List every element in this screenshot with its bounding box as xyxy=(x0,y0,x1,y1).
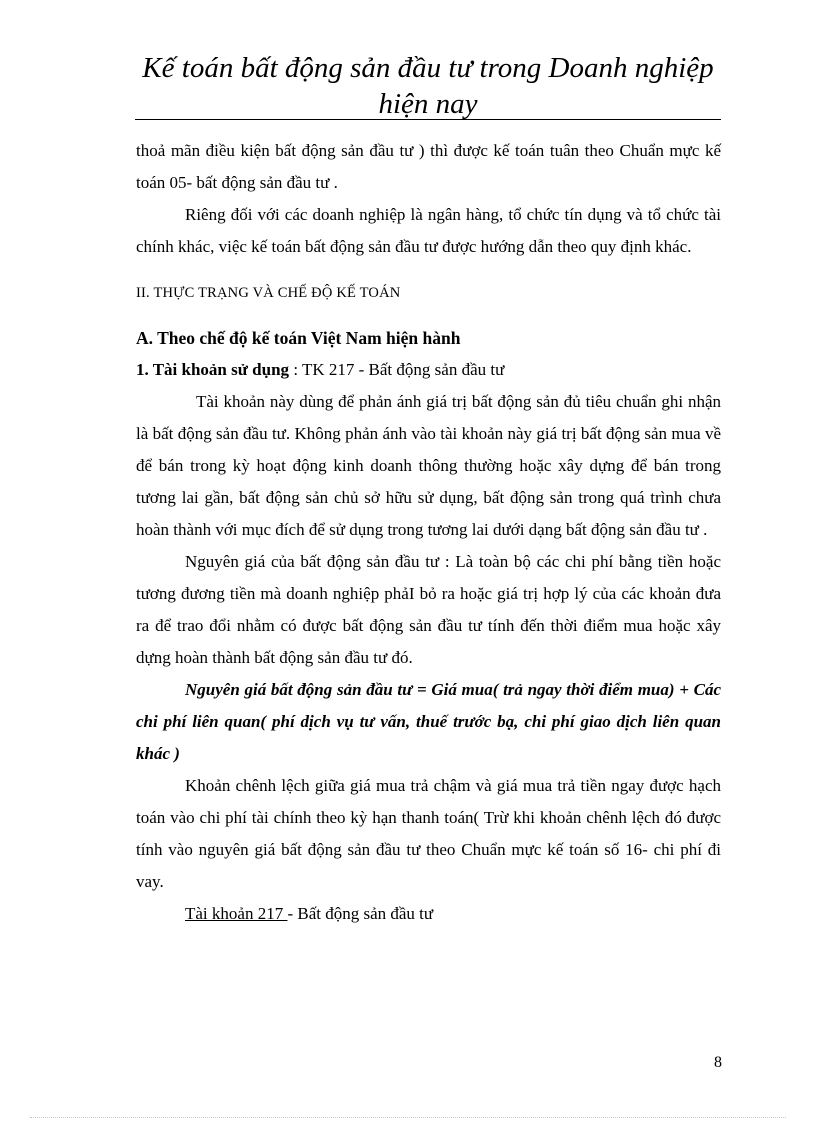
account-reference xyxy=(136,898,721,930)
body-text xyxy=(136,135,721,930)
section-heading: II. THỰC TRẠNG VÀ CHẾ ĐỘ KẾ TOÁN xyxy=(136,285,401,301)
paragraph-price-difference: Khoản chênh lệch giữa giá mua trả chậm và giá mua trả tiền ngay được hạch toán vào chi phí tài chính theo kỳ hạn thanh toán( Trừ khi khoản chênh lệch đó được tính vào nguyên giá bất động sản đầu tư theo Chuẩn mực kế toán số 16- chi phí đi vay. xyxy=(136,776,721,891)
account-item-text: : TK 217 - Bất động sản đầu tư xyxy=(289,360,505,379)
page-header-title: Kế toán bất động sản đầu tư trong Doanh nghiệp hiện nay xyxy=(142,52,714,120)
formula-original-cost: Nguyên giá bất động sản đầu tư = Giá mua( trả ngay thời điểm mua) + Các chi phí liên quan( phí dịch vụ tư vấn, thuế trước bạ, chi phí giao dịch liên quan khác ) xyxy=(136,680,721,763)
subsection-heading: A. Theo chế độ kế toán Việt Nam hiện hành xyxy=(136,328,461,348)
footer-divider xyxy=(30,1117,786,1118)
account-item xyxy=(136,354,721,386)
header-divider xyxy=(135,119,721,120)
account-item-label: 1. Tài khoản sử dụng xyxy=(136,360,290,379)
paragraph-continuation: thoả mãn điều kiện bất động sản đầu tư ) thì được kế toán tuân theo Chuẩn mực kế toán 05- bất động sản đầu tư . xyxy=(136,141,721,192)
paragraph-account-description: Tài khoản này dùng để phản ánh giá trị bất động sản đủ tiêu chuẩn ghi nhận là bất động sản đầu tư. Không phản ánh vào tài khoản này giá trị bất động sản mua về để bán trong kỳ hoạt động kinh doanh thông thường hoặc xây dựng để bán trong tương lai gần, bất động sản chủ sở hữu sử dụng, bất động sản trong quá trình chưa hoàn thành với mục đích để sử dụng trong tương lai dưới dạng bất động sản đầu tư . xyxy=(136,392,721,539)
account-reference-label: Tài khoản 217 xyxy=(185,904,288,923)
paragraph-banking-note: Riêng đối với các doanh nghiệp là ngân hàng, tổ chức tín dụng và tổ chức tài chính khác, việc kế toán bất động sản đầu tư được hướng dẫn theo quy định khác. xyxy=(136,205,721,256)
paragraph-original-cost: Nguyên giá của bất động sản đầu tư : Là toàn bộ các chi phí bằng tiền hoặc tương đương tiền mà doanh nghiệp phảI bỏ ra hoặc giá trị hợp lý của các khoản đưa ra để trao đổi nhằm có được bất động sản đầu tư tính đến thời điểm mua hoặc xây dựng hoàn thành bất động sản đầu tư đó. xyxy=(136,552,721,667)
account-reference-text: - Bất động sản đầu tư xyxy=(287,904,434,923)
page-number: 8 xyxy=(714,1054,722,1071)
